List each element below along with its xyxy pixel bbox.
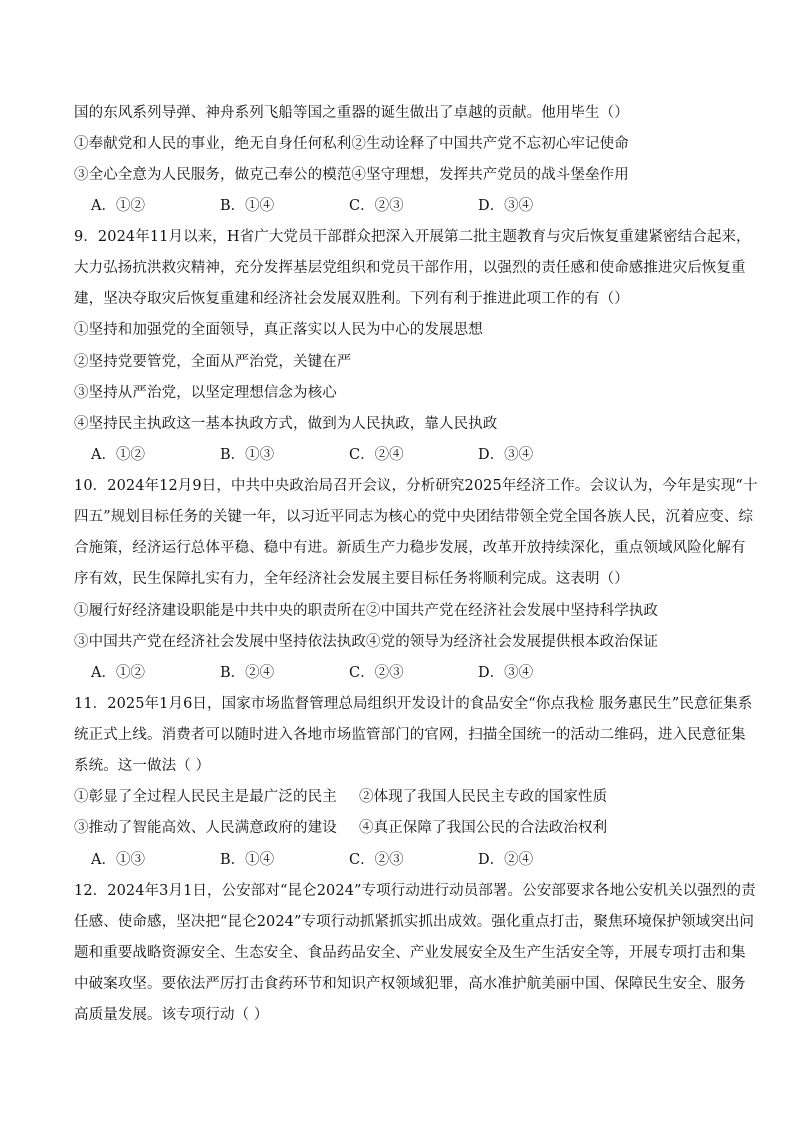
q10-statements-line1: ①履行好经济建设职能是中共中央的职责所在②中国共产党在经济社会发展中坚持科学执政 xyxy=(74,603,658,619)
q10-option-a[interactable]: A．①② xyxy=(91,665,145,681)
q10-option-d[interactable]: D．③④ xyxy=(478,665,534,681)
q10-options xyxy=(91,663,607,683)
q9-option-a[interactable]: A．①② xyxy=(91,447,145,463)
q10-stem-line4: 序有效，民生保障扎实有力，全年经济社会发展主要目标任务将顺利完成。这表明（） xyxy=(74,571,629,587)
q11-option-d[interactable]: D．②④ xyxy=(478,852,534,868)
q9-statement-2: ②坚持党要管党，全面从严治党，关键在严 xyxy=(74,354,352,370)
q12-stem-line2: 任感、使命感，坚决把“昆仑2024”专项行动抓紧抓实抓出成效。强化重点打击，聚焦环境保护领域突出问 xyxy=(74,914,755,930)
q8-statements-line1: ①奉献党和人民的事业，绝无自身任何私利②生动诠释了中国共产党不忘初心牢记使命 xyxy=(74,136,629,152)
q9-stem-line2: 大力弘扬抗洪救灾精神，充分发挥基层党组织和党员干部作用，以强烈的责任感和使命感推进灾后恢复重 xyxy=(74,260,746,276)
q8-statements-line2: ③全心全意为人民服务，做克己奉公的模范④坚守理想，发挥共产党员的战斗堡垒作用 xyxy=(74,167,629,183)
q9-option-b[interactable]: B．①③ xyxy=(220,447,275,463)
q11-statements-row2 xyxy=(74,818,608,838)
q8-options xyxy=(91,196,607,216)
q11-option-a[interactable]: A．①③ xyxy=(91,852,145,868)
q9-statement-3: ③坚持从严治党，以坚定理想信念为核心 xyxy=(74,385,337,401)
q11-stem-line3: 系统。这一做法（ ） xyxy=(74,758,211,774)
q8-option-b[interactable]: B．①④ xyxy=(220,198,275,214)
q12-stem-line1: 12．2024年3月1日，公安部对“昆仑2024”专项行动进行动员部署。公安部要求各地公安机关以强烈的责 xyxy=(74,883,756,899)
q9-stem-line1: 9．2024年11月以来，H省广大党员干部群众把深入开展第二批主题教育与灾后恢复重建紧密结合起来， xyxy=(74,229,751,245)
q11-statement-1: ①彰显了全过程人民民主是最广泛的民主 xyxy=(74,789,337,805)
q10-statements-line2: ③中国共产党在经济社会发展中坚持依法执政④党的领导为经济社会发展提供根本政治保证 xyxy=(74,634,658,650)
q9-statement-4: ④坚持民主执政这一基本执政方式，做到为人民执政，靠人民执政 xyxy=(74,416,498,432)
q9-statement-1: ①坚持和加强党的全面领导，真正落实以人民为中心的发展思想 xyxy=(74,322,483,338)
q10-stem-line1: 10．2024年12月9日，中共中央政治局召开会议，分析研究2025年经济工作。会议认为，今年是实现“十 xyxy=(74,478,758,494)
q11-stem-line2: 统正式上线。消费者可以随时进入各地市场监管部门的官网，扫描全国统一的活动二维码，进入民意征集 xyxy=(74,727,746,743)
q11-stem-line1: 11．2025年1月6日，国家市场监督管理总局组织开发设计的食品安全“你点我检 服务惠民生”民意征集系 xyxy=(74,696,753,712)
q11-options xyxy=(91,850,607,870)
q10-stem-line2: 四五”规划目标任务的关键一年，以习近平同志为核心的党中央团结带领全党全国各族人民，沉着应变、综 xyxy=(74,509,754,525)
q12-stem-line5: 高质量发展。该专项行动（ ） xyxy=(74,1007,269,1023)
q8-stem-tail: 国的东风系列导弹、神舟系列飞船等国之重器的诞生做出了卓越的贡献。他用毕生（） xyxy=(74,105,629,121)
q8-option-a[interactable]: A．①② xyxy=(91,198,145,214)
q12-stem-line4: 中破案攻坚。要依法严厉打击食药环节和知识产权领域犯罪，高水准护航美丽中国、保障民生安全、服务 xyxy=(74,976,746,992)
q11-option-c[interactable]: C．②③ xyxy=(349,852,404,868)
q8-option-c[interactable]: C．②③ xyxy=(349,198,404,214)
q11-statement-3: ③推动了智能高效、人民满意政府的建设 xyxy=(74,820,337,836)
q12-stem-line3: 题和重要战略资源安全、生态安全、食品药品安全、产业发展安全及生产生活安全等，开展专项打击和集 xyxy=(74,945,746,961)
q10-option-b[interactable]: B．②④ xyxy=(220,665,275,681)
q9-options xyxy=(91,445,607,465)
q9-option-c[interactable]: C．②④ xyxy=(349,447,404,463)
q10-stem-line3: 合施策，经济运行总体平稳、稳中有进。新质生产力稳步发展，改革开放持续深化，重点领域风险化解有 xyxy=(74,540,746,556)
q9-option-d[interactable]: D．③④ xyxy=(478,447,534,463)
q11-option-b[interactable]: B．①④ xyxy=(220,852,275,868)
q10-option-c[interactable]: C．②③ xyxy=(349,665,404,681)
q11-statement-4: ④真正保障了我国公民的合法政治权利 xyxy=(359,820,608,836)
q9-stem-line3: 建，坚决夺取灾后恢复重建和经济社会发展双胜利。下列有利于推进此项工作的有（） xyxy=(74,291,629,307)
q11-statements-row1 xyxy=(74,787,608,807)
q8-option-d[interactable]: D．③④ xyxy=(478,198,534,214)
q11-statement-2: ②体现了我国人民民主专政的国家性质 xyxy=(359,789,608,805)
